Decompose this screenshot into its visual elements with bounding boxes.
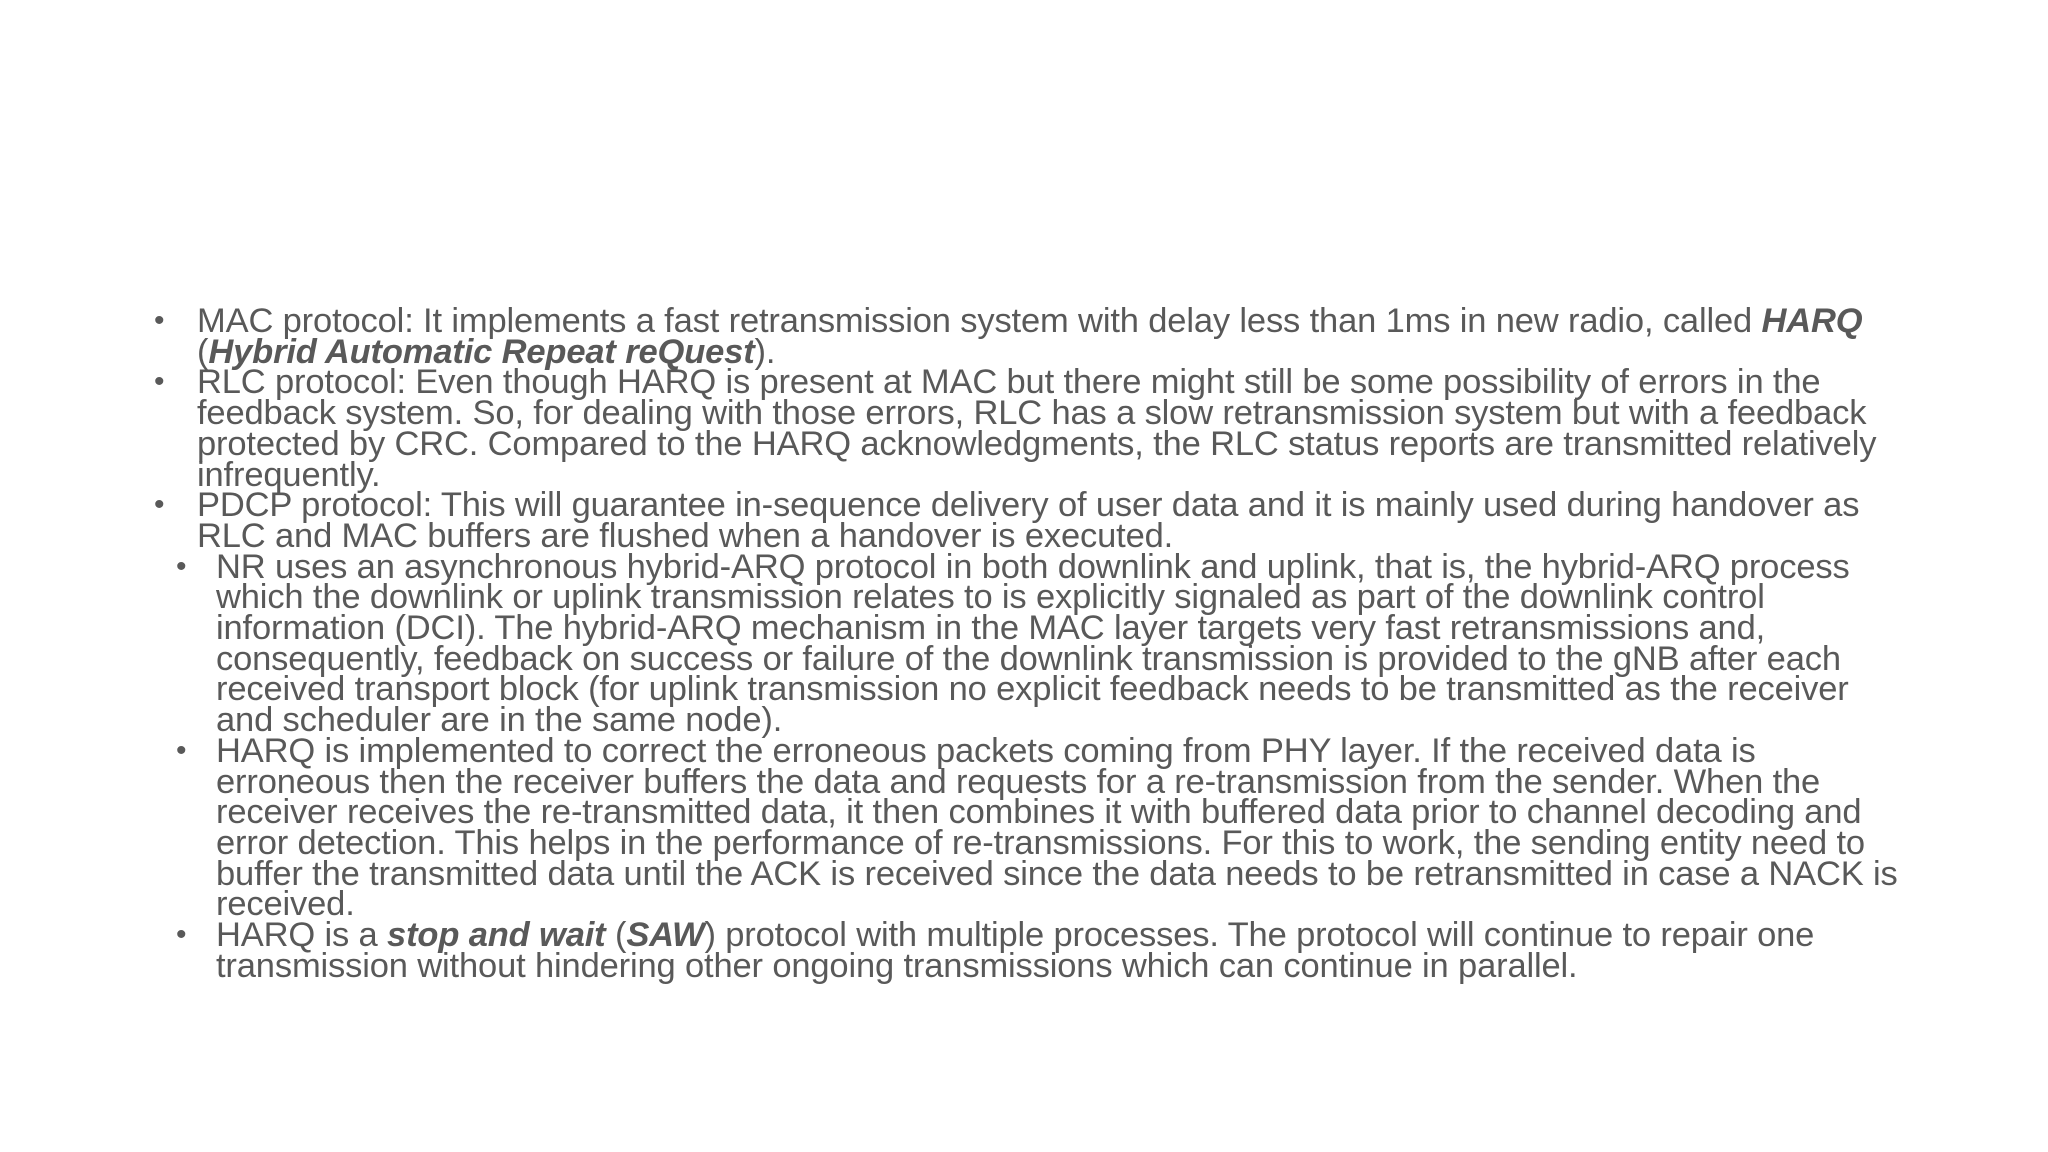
emphasis-stop-and-wait: stop and wait <box>387 916 606 955</box>
bullet-text: ( <box>197 332 209 371</box>
bullet-text: ). <box>754 332 776 371</box>
bullet-text: ( <box>605 916 627 955</box>
bullet-item-rlc-protocol <box>150 363 1910 494</box>
bullet-item-harq-saw <box>150 916 1910 985</box>
bullet-marker: • <box>154 304 165 337</box>
bullet-list <box>150 302 1910 985</box>
bullet-text: MAC protocol: It implements a fast retransmission system with delay less than 1ms in new radio, called <box>197 302 1762 340</box>
bullet-marker: • <box>176 733 187 767</box>
bullet-text: RLC protocol: Even though HARQ is present at MAC but there might still be some possibility of errors in the feedback system. So, for dealing with those errors, RLC has a slow retransmission system but with a feedback protected by CRC. Compared to the HARQ acknowledgments, the RLC status reports are transmitted relatively infrequently. <box>197 363 1877 494</box>
bullet-marker: • <box>154 365 165 399</box>
bullet-marker: • <box>176 549 187 583</box>
emphasis-harq: HARQ <box>1761 302 1863 340</box>
emphasis-saw: SAW <box>626 916 705 955</box>
bullet-marker: • <box>154 488 165 522</box>
bullet-text: ) protocol with multiple processes. The protocol will continue to repair one transmission without hindering other ongoing transmissions which can continue in parallel. <box>216 916 1815 985</box>
bullet-item-mac-protocol <box>150 302 1910 371</box>
emphasis-harq-expansion: Hybrid Automatic Repeat reQuest <box>208 332 755 371</box>
slide-body <box>150 302 1910 985</box>
bullet-item-harq-correction <box>150 731 1910 924</box>
bullet-text: HARQ is a <box>216 916 388 955</box>
bullet-text: HARQ is implemented to correct the erroneous packets coming from PHY layer. If the received data is erroneous then the receiver buffers the data and requests for a re-transmission from the sender. When the receiver receives the re-transmitted data, it then combines it with buffered data prior to channel decoding and error detection. This helps in the performance of re-transmissions. For this to work, the sending entity need to buffer the transmitted data until the ACK is received since the data needs to be retransmitted in case a NACK is received. <box>216 731 1898 924</box>
bullet-marker: • <box>176 918 187 952</box>
bullet-item-pdcp-protocol <box>150 486 1910 555</box>
bullet-text: PDCP protocol: This will guarantee in-sequence delivery of user data and it is mainly used during handover as RLC and MAC buffers are flushed when a handover is executed. <box>197 486 1860 555</box>
bullet-text: NR uses an asynchronous hybrid-ARQ protocol in both downlink and uplink, that is, the hybrid-ARQ process which the downlink or uplink transmission relates to is explicitly signaled as part of the downlink control information (DCI). The hybrid-ARQ mechanism in the MAC layer targets very fast retransmissions and, consequently, feedback on success or failure of the downlink transmission is provided to the gNB after each received transport block (for uplink transmission no explicit feedback needs to be transmitted as the receiver and scheduler are in the same node). <box>216 547 1850 740</box>
bullet-item-nr-async-harq <box>150 547 1910 740</box>
